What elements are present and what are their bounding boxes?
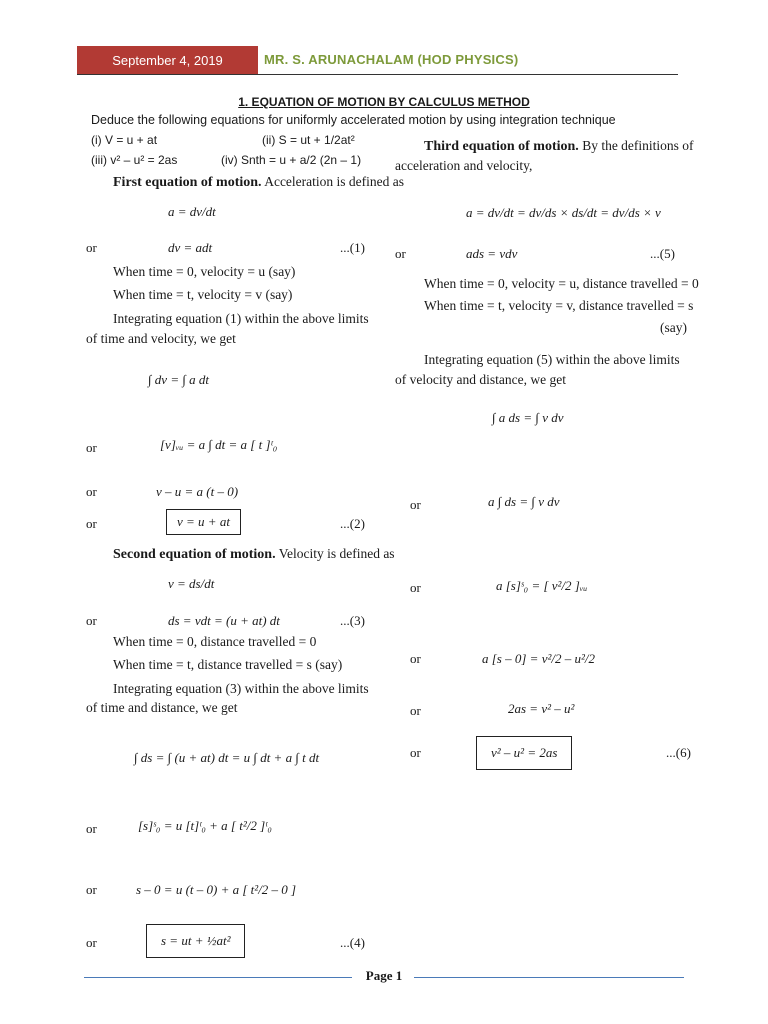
eq-a-s-minus-0: a [s – 0] = v²/2 – u²/2: [482, 651, 595, 666]
equation-2: (ii) S = ut + 1/2at²: [262, 133, 355, 147]
third-equation-block: [424, 138, 694, 155]
integrating-text-1a: Integrating equation (1) within the above limits: [113, 311, 369, 326]
first-equation-block: [113, 174, 404, 191]
equation-number-3: ...(3): [340, 613, 365, 628]
boxed-first-equation: v = u + at: [166, 509, 241, 535]
integrating-text-1b: of time and velocity, we get: [86, 331, 236, 346]
header-rule: [77, 74, 678, 75]
eq-s-limits: [s]ˢ₀ = u [t]ᵗ₀ + a [ t²/2 ]ᵗ₀: [138, 818, 272, 833]
or-label: or: [86, 240, 97, 255]
page-number: Page 1: [365, 968, 403, 983]
boxed-third-equation: v² – u² = 2as: [476, 736, 572, 770]
equation-number-6: ...(6): [666, 745, 691, 760]
first-equation-definition: Acceleration is defined as: [264, 174, 405, 189]
equation-number-4: ...(4): [340, 935, 365, 950]
first-equation-heading: First equation of motion.: [113, 175, 262, 190]
eq-two-as: 2as = v² – u²: [508, 701, 575, 716]
or-label: or: [410, 703, 421, 718]
eq-ds-vdt: ds = vdt = (u + at) dt: [168, 613, 280, 628]
third-equation-definition: By the definitions of: [582, 138, 694, 153]
intro-text: Deduce the following equations for uniformly accelerated motion by using integration technique: [91, 113, 616, 127]
integrating-text-5a: Integrating equation (5) within the above limits: [424, 352, 680, 367]
condition-right-time-zero: When time = 0, velocity = u, distance travelled = 0: [424, 276, 699, 291]
eq-acceleration-def: a = dv/dt: [168, 204, 216, 219]
eq-dv-adt: dv = adt: [168, 240, 213, 255]
equation-3: (iii) v² – u² = 2as: [91, 153, 178, 167]
eq-integral-dv: ∫ dv = ∫ a dt: [148, 372, 210, 387]
or-label: or: [86, 440, 97, 455]
eq-v-limits: [v]ᵥᵤ = a ∫ dt = a [ t ]ᵗ₀: [160, 437, 278, 452]
or-label: or: [86, 613, 97, 628]
boxed-second-equation: s = ut + ½at²: [146, 924, 245, 958]
equation-4: (iv) Snth = u + a/2 (2n – 1): [221, 153, 362, 167]
equation-1: (i) V = u + at: [91, 133, 158, 147]
equation-number-5: ...(5): [650, 246, 675, 261]
equation-number-1: ...(1): [340, 240, 365, 255]
condition-time-zero-distance: When time = 0, distance travelled = 0: [113, 634, 317, 649]
integrating-text-3b: of time and distance, we get: [86, 700, 238, 715]
or-label: or: [410, 745, 421, 760]
or-label: or: [410, 497, 421, 512]
eq-a-integral-ds: a ∫ ds = ∫ v dv: [488, 494, 560, 509]
eq-integral-ds: ∫ ds = ∫ (u + at) dt = u ∫ dt + a ∫ t dt: [134, 750, 320, 765]
condition-time-t-distance: When time = t, distance travelled = s (say): [113, 657, 343, 672]
or-label: or: [410, 651, 421, 666]
or-label: or: [86, 935, 97, 950]
condition-time-t: When time = t, velocity = v (say): [113, 287, 293, 302]
or-label: or: [86, 821, 97, 836]
eq-s-minus-0: s – 0 = u (t – 0) + a [ t²/2 – 0 ]: [136, 882, 297, 897]
condition-right-time-t: When time = t, velocity = v, distance travelled = s: [424, 298, 694, 313]
header-author: MR. S. ARUNACHALAM (HOD PHYSICS): [264, 52, 519, 67]
or-label: or: [86, 484, 97, 499]
eq-v-minus-u: v – u = a (t – 0): [156, 484, 239, 499]
or-label: or: [86, 516, 97, 531]
second-equation-definition: Velocity is defined as: [278, 546, 395, 561]
eq-velocity-def: v = ds/dt: [168, 576, 215, 591]
or-label: or: [410, 580, 421, 595]
page-title: 1. EQUATION OF MOTION BY CALCULUS METHOD: [238, 95, 530, 109]
condition-time-zero: When time = 0, velocity = u (say): [113, 264, 296, 279]
equation-number-2: ...(2): [340, 516, 365, 531]
eq-acceleration-chain: a = dv/dt = dv/ds × ds/dt = dv/ds × v: [466, 205, 661, 220]
second-equation-block: [113, 546, 395, 563]
eq-ads-vdv: ads = vdv: [466, 246, 518, 261]
third-equation-definition-2: acceleration and velocity,: [395, 158, 533, 173]
second-equation-heading: Second equation of motion.: [113, 547, 276, 562]
third-equation-heading: Third equation of motion.: [424, 139, 579, 154]
eq-a-s-limits: a [s]ˢ₀ = [ v²/2 ]ᵥᵤ: [496, 578, 588, 593]
header-date: September 4, 2019: [77, 46, 258, 75]
condition-say: (say): [660, 320, 687, 335]
or-label: or: [86, 882, 97, 897]
integrating-text-3a: Integrating equation (3) within the above limits: [113, 681, 369, 696]
or-label: or: [395, 246, 406, 261]
integrating-text-5b: of velocity and distance, we get: [395, 372, 566, 387]
eq-integral-a-ds: ∫ a ds = ∫ v dv: [492, 410, 564, 425]
